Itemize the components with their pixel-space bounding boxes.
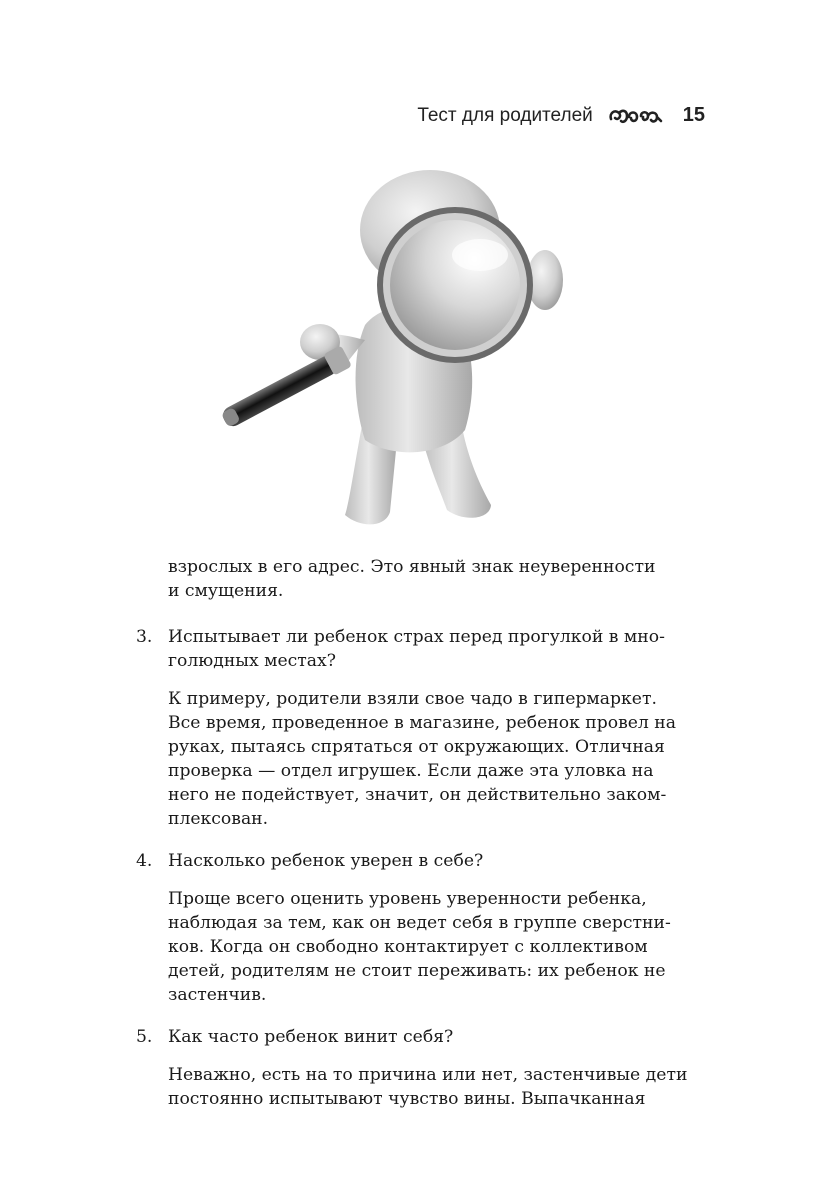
item-number: 5. xyxy=(136,1027,153,1047)
item-answer xyxy=(168,887,708,1007)
body-text xyxy=(136,555,708,1111)
header-title: Тест для родителей xyxy=(417,104,593,126)
item-answer xyxy=(168,1063,708,1111)
item-answer xyxy=(168,687,708,831)
list-item xyxy=(136,849,708,1007)
text-line: руках, пытаясь спрятаться от окружающих. Отличная xyxy=(168,737,665,757)
page-number: 15 xyxy=(682,104,705,126)
list-item xyxy=(136,1025,708,1111)
text-line: него не подействует, значит, он действительно заком- xyxy=(168,785,667,805)
text-line: Насколько ребенок уверен в себе? xyxy=(168,851,484,871)
text-line: детей, родителям не стоит переживать: их ребенок не xyxy=(168,961,666,981)
text-line: К примеру, родители взяли свое чадо в гипермаркет. xyxy=(168,689,657,709)
text-line: голюдных местах? xyxy=(168,651,336,671)
text-line: плексован. xyxy=(168,809,269,829)
item-number: 4. xyxy=(136,851,153,871)
text-line: Неважно, есть на то причина или нет, застенчивые дети xyxy=(168,1065,688,1085)
item-question xyxy=(168,625,708,673)
continuation-paragraph xyxy=(168,555,708,603)
ornament-icon xyxy=(607,105,663,127)
text-line: застенчив. xyxy=(168,985,267,1005)
text-line: постоянно испытывают чувство вины. Выпачканная xyxy=(168,1089,646,1109)
item-question xyxy=(168,1025,708,1049)
text-line: взрослых в его адрес. Это явный знак неуверенности xyxy=(168,557,656,577)
text-line: наблюдая за тем, как он ведет себя в группе сверстни- xyxy=(168,913,671,933)
text-line: проверка — отдел игрушек. Если даже эта уловка на xyxy=(168,761,654,781)
running-header xyxy=(417,104,705,127)
text-line: Испытывает ли ребенок страх перед прогулкой в мно- xyxy=(168,627,665,647)
text-line: Проще всего оценить уровень уверенности ребенка, xyxy=(168,889,647,909)
text-line: Все время, проведенное в магазине, ребенок провел на xyxy=(168,713,677,733)
person-with-magnifying-glass-icon xyxy=(215,160,565,530)
list-item xyxy=(136,625,708,831)
text-line: Как часто ребенок винит себя? xyxy=(168,1027,454,1047)
item-number: 3. xyxy=(136,627,153,647)
item-question xyxy=(168,849,708,873)
text-line: и смущения. xyxy=(168,581,284,601)
text-line: ков. Когда он свободно контактирует с коллективом xyxy=(168,937,648,957)
